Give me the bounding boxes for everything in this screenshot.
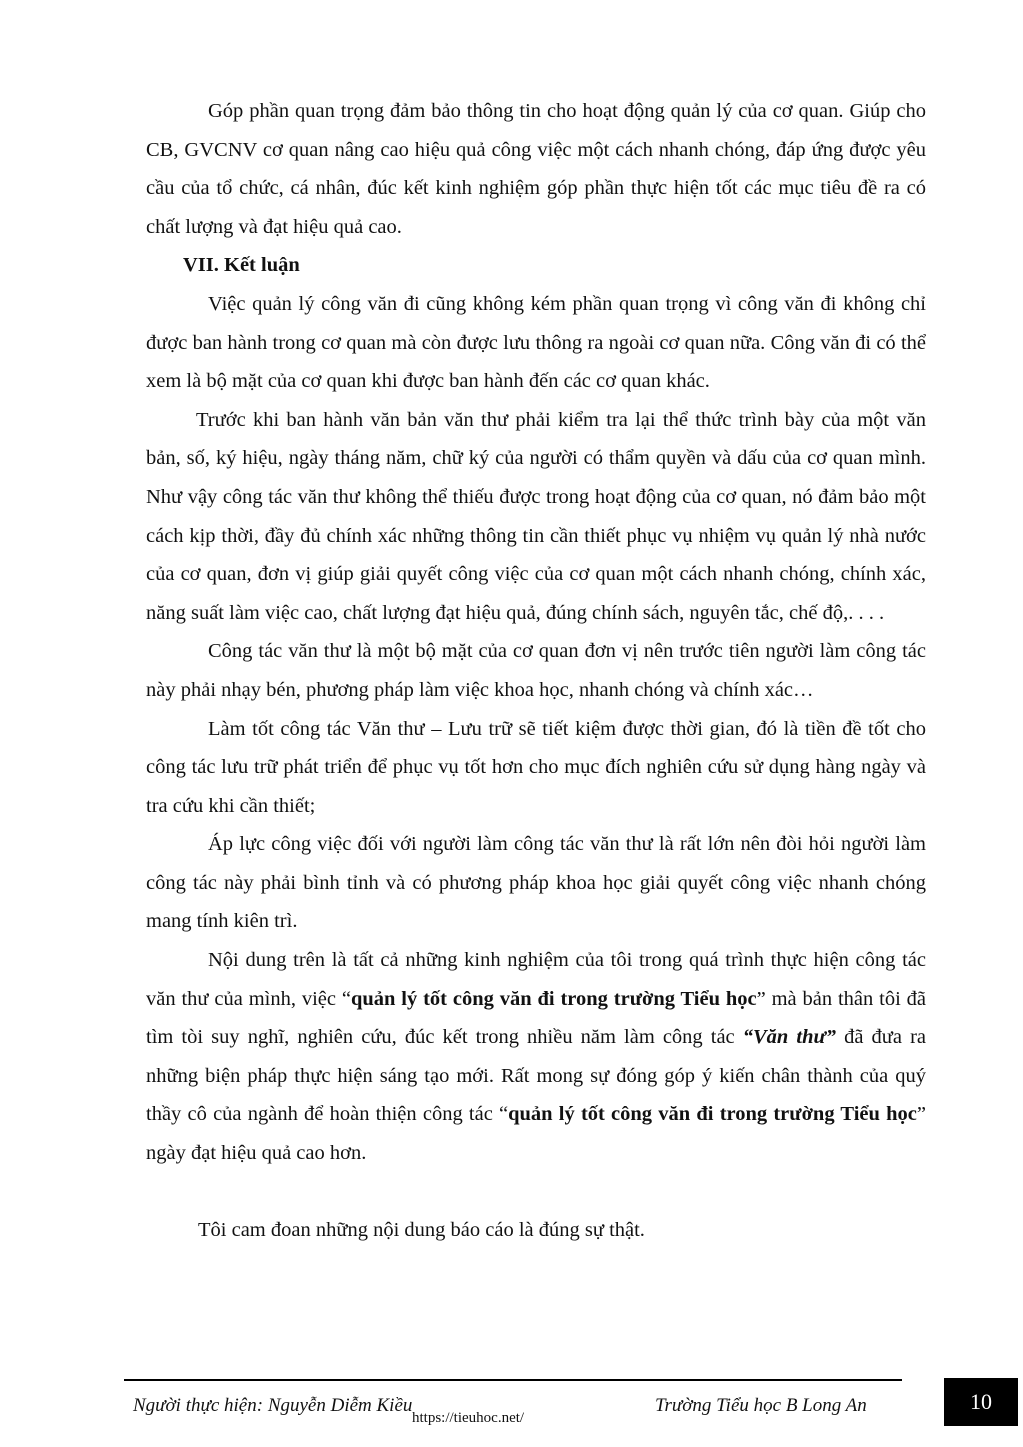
summary-text-2: ” mà bản thân tôi đã tìm tòi suy nghĩ, nghiên cứu, đúc kết trong nhiều năm làm công tác <box>146 987 926 1049</box>
paragraph-before-issuing: Trước khi ban hành văn bản văn thư phải kiểm tra lại thể thức trình bày của một văn bản, số, ký hiệu, ngày tháng năm, chữ ký của người có thẩm quyền và dấu của cơ quan mình. Như vậy công tác văn thư không thể thiếu được trong hoạt động của cơ quan, nó đảm bảo một cách kịp thời, đầy đủ chính xác những thông tin cần thiết phục vụ nhiệm vụ quản lý nhà nước của cơ quan, đơn vị giúp giải quyết công việc của cơ quan một cách nhanh chóng, chính xác, năng suất làm việc cao, chất lượng đạt hiệu quả, đúng chính sách, nguyên tắc, chế độ,. . . . <box>146 408 926 624</box>
paragraph-intro: Góp phần quan trọng đảm bảo thông tin cho hoạt động quản lý của cơ quan. Giúp cho CB, GVCNV cơ quan nâng cao hiệu quả công việc một cách nhanh chóng, đáp ứng được yêu cầu của tổ chức, cá nhân, đúc kết kinh nghiệm góp phần thực hiện tốt các mục tiêu đề ra có chất lượng và đạt hiệu quả cao. <box>146 100 926 238</box>
section-heading: VII. Kết luận <box>183 254 300 277</box>
paragraph-outgoing-dispatch: Việc quản lý công văn đi cũng không kém phần quan trọng vì công văn đi không chỉ được ban hành trong cơ quan mà còn được lưu thông ra ngoài cơ quan nữa. Công văn đi có thể xem là bộ mặt của cơ quan khi được ban hành đến các cơ quan khác. <box>146 292 926 393</box>
footer-divider <box>124 1379 902 1381</box>
paragraph-archive-work: Làm tốt công tác Văn thư – Lưu trữ sẽ tiết kiệm được thời gian, đó là tiền đề tốt cho công tác lưu trữ phát triển để phục vụ tốt hơn cho mục đích nghiên cứu sử dụng hàng ngày và tra cứu khi cần thiết; <box>146 717 926 817</box>
summary-bold-italic-term: “Văn thư” <box>742 1026 837 1049</box>
blank-line <box>146 1173 926 1211</box>
footer-school: Trường Tiểu học B Long An <box>655 1395 867 1416</box>
footer-author: Người thực hiện: Nguyễn Diễm Kiều <box>133 1395 413 1416</box>
paragraph-clerical-work: Công tác văn thư là một bộ mặt của cơ quan đơn vị nên trước tiên người làm công tác này phải nhạy bén, phương pháp làm việc khoa học, nhanh chóng và chính xác… <box>146 640 926 701</box>
declaration-statement: Tôi cam đoan những nội dung báo cáo là đúng sự thật. <box>198 1218 645 1241</box>
paragraph-work-pressure: Áp lực công việc đối với người làm công tác văn thư là rất lớn nên đòi hỏi người làm công tác này phải bình tỉnh và có phương pháp khoa học giải quyết công việc nhanh chóng mang tính kiên trì. <box>146 833 926 933</box>
summary-text-3: đã đưa ra những biện pháp thực hiện sáng tạo mới. Rất mong sự đóng góp ý kiến chân thành của quý thầy cô của ngành để hoàn thiện công tác “ <box>146 1026 926 1126</box>
paragraph-summary <box>146 941 926 1173</box>
summary-bold-title-2: quản lý tốt công văn đi trong trường Tiểu học <box>508 1103 917 1126</box>
summary-bold-title-1: quản lý tốt công văn đi trong trường Tiểu học <box>350 987 757 1010</box>
page-number-badge: 10 <box>944 1378 1018 1426</box>
footer-url-link[interactable]: https://tieuhoc.net/ <box>412 1410 525 1426</box>
summary-text-1: Nội dung trên là tất cả những kinh nghiệm của tôi trong quá trình thực hiện công tác văn thư của mình, việc “ <box>146 949 926 1010</box>
document-body <box>146 92 926 1249</box>
summary-text-4: ” ngày đạt hiệu quả cao hơn. <box>146 1103 926 1165</box>
